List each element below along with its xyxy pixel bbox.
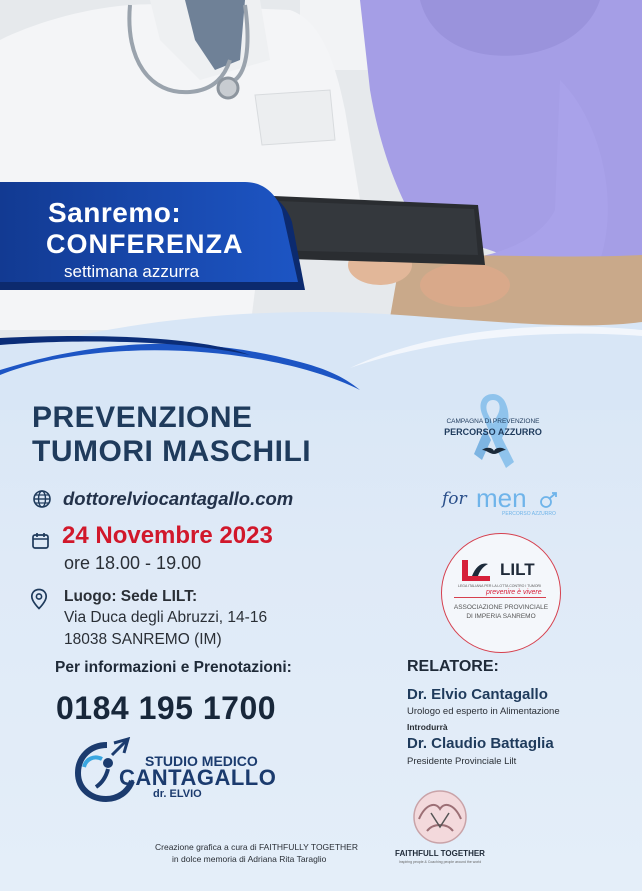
male-symbol-icon [539, 491, 559, 509]
lilt-assoc-line2: DI IMPERIA SANREMO [466, 613, 536, 620]
banner-city: Sanremo: [48, 197, 182, 228]
credit-line1: Creazione grafica a cura di FAITHFULLY TOGETHER [155, 842, 358, 852]
info-label: Per informazioni e Prenotazioni: [55, 659, 292, 676]
faithfull-together-logo [390, 787, 490, 867]
address-line2: 18038 SANREMO (IM) [64, 631, 222, 648]
speaker1-name: Dr. Elvio Cantagallo [407, 686, 548, 703]
studio-line3: dr. ELVIO [153, 788, 202, 800]
lilt-name: LILT [500, 560, 535, 579]
lilt-tagline: prevenire è vivere [486, 589, 542, 596]
location-label: Luogo: Sede LILT: [64, 588, 198, 605]
headline-line1: PREVENZIONE [32, 401, 253, 434]
credit-line2: in dolce memoria di Adriana Rita Taraglio [172, 854, 327, 864]
speaker2-role: Presidente Provinciale Lilt [407, 756, 517, 767]
campaign-line2: PERCORSO AZZURRO [444, 427, 542, 437]
globe-icon [32, 489, 52, 509]
introduces-label: Introdurrà [407, 722, 448, 732]
campaign-line1: CAMPAGNA DI PREVENZIONE [446, 418, 540, 425]
faithfull-name: FAITHFULL TOGETHER [395, 849, 485, 858]
lilt-divider [454, 597, 546, 598]
event-time: ore 18.00 - 19.00 [64, 553, 202, 573]
lilt-logo [441, 533, 561, 653]
calendar-icon [31, 531, 50, 550]
speaker-section-label: RELATORE: [407, 658, 499, 675]
location-pin-icon [30, 588, 48, 610]
studio-line1: STUDIO MEDICO [145, 753, 258, 769]
faithfull-sub: Inspiring people & Coaching people around the world [398, 860, 482, 864]
event-date: 24 Novembre 2023 [62, 522, 273, 549]
address-line1: Via Duca degli Abruzzi, 14-16 [64, 609, 268, 626]
website-link[interactable]: dottorelviocantagallo.com [63, 488, 294, 509]
studio-line2: CANTAGALLO [119, 765, 277, 790]
phone-number[interactable]: 0184 195 1700 [56, 690, 277, 726]
lilt-mark-icon [458, 556, 494, 584]
wave-divider [0, 300, 642, 410]
speaker2-name: Dr. Claudio Battaglia [407, 735, 554, 752]
speaker1-role: Urologo ed esperto in Alimentazione [407, 706, 560, 717]
for-men-men: men [476, 483, 527, 513]
lilt-assoc-line1: ASSOCIAZIONE PROVINCIALE [453, 604, 549, 611]
headline-line2: TUMORI MASCHILI [32, 435, 312, 468]
lilt-small: LEGA ITALIANA PER LA LOTTA CONTRO I TUMORI [458, 584, 542, 588]
for-men-sub: PERCORSO AZZURRO [502, 511, 556, 517]
percorso-azzurro-logo [444, 388, 542, 478]
banner-event-type: CONFERENZA [46, 229, 244, 259]
banner-subtitle: settimana azzurra [64, 262, 200, 281]
globe-hands-icon [405, 787, 475, 845]
for-men-logo [440, 483, 570, 523]
for-men-for: for [442, 489, 467, 509]
